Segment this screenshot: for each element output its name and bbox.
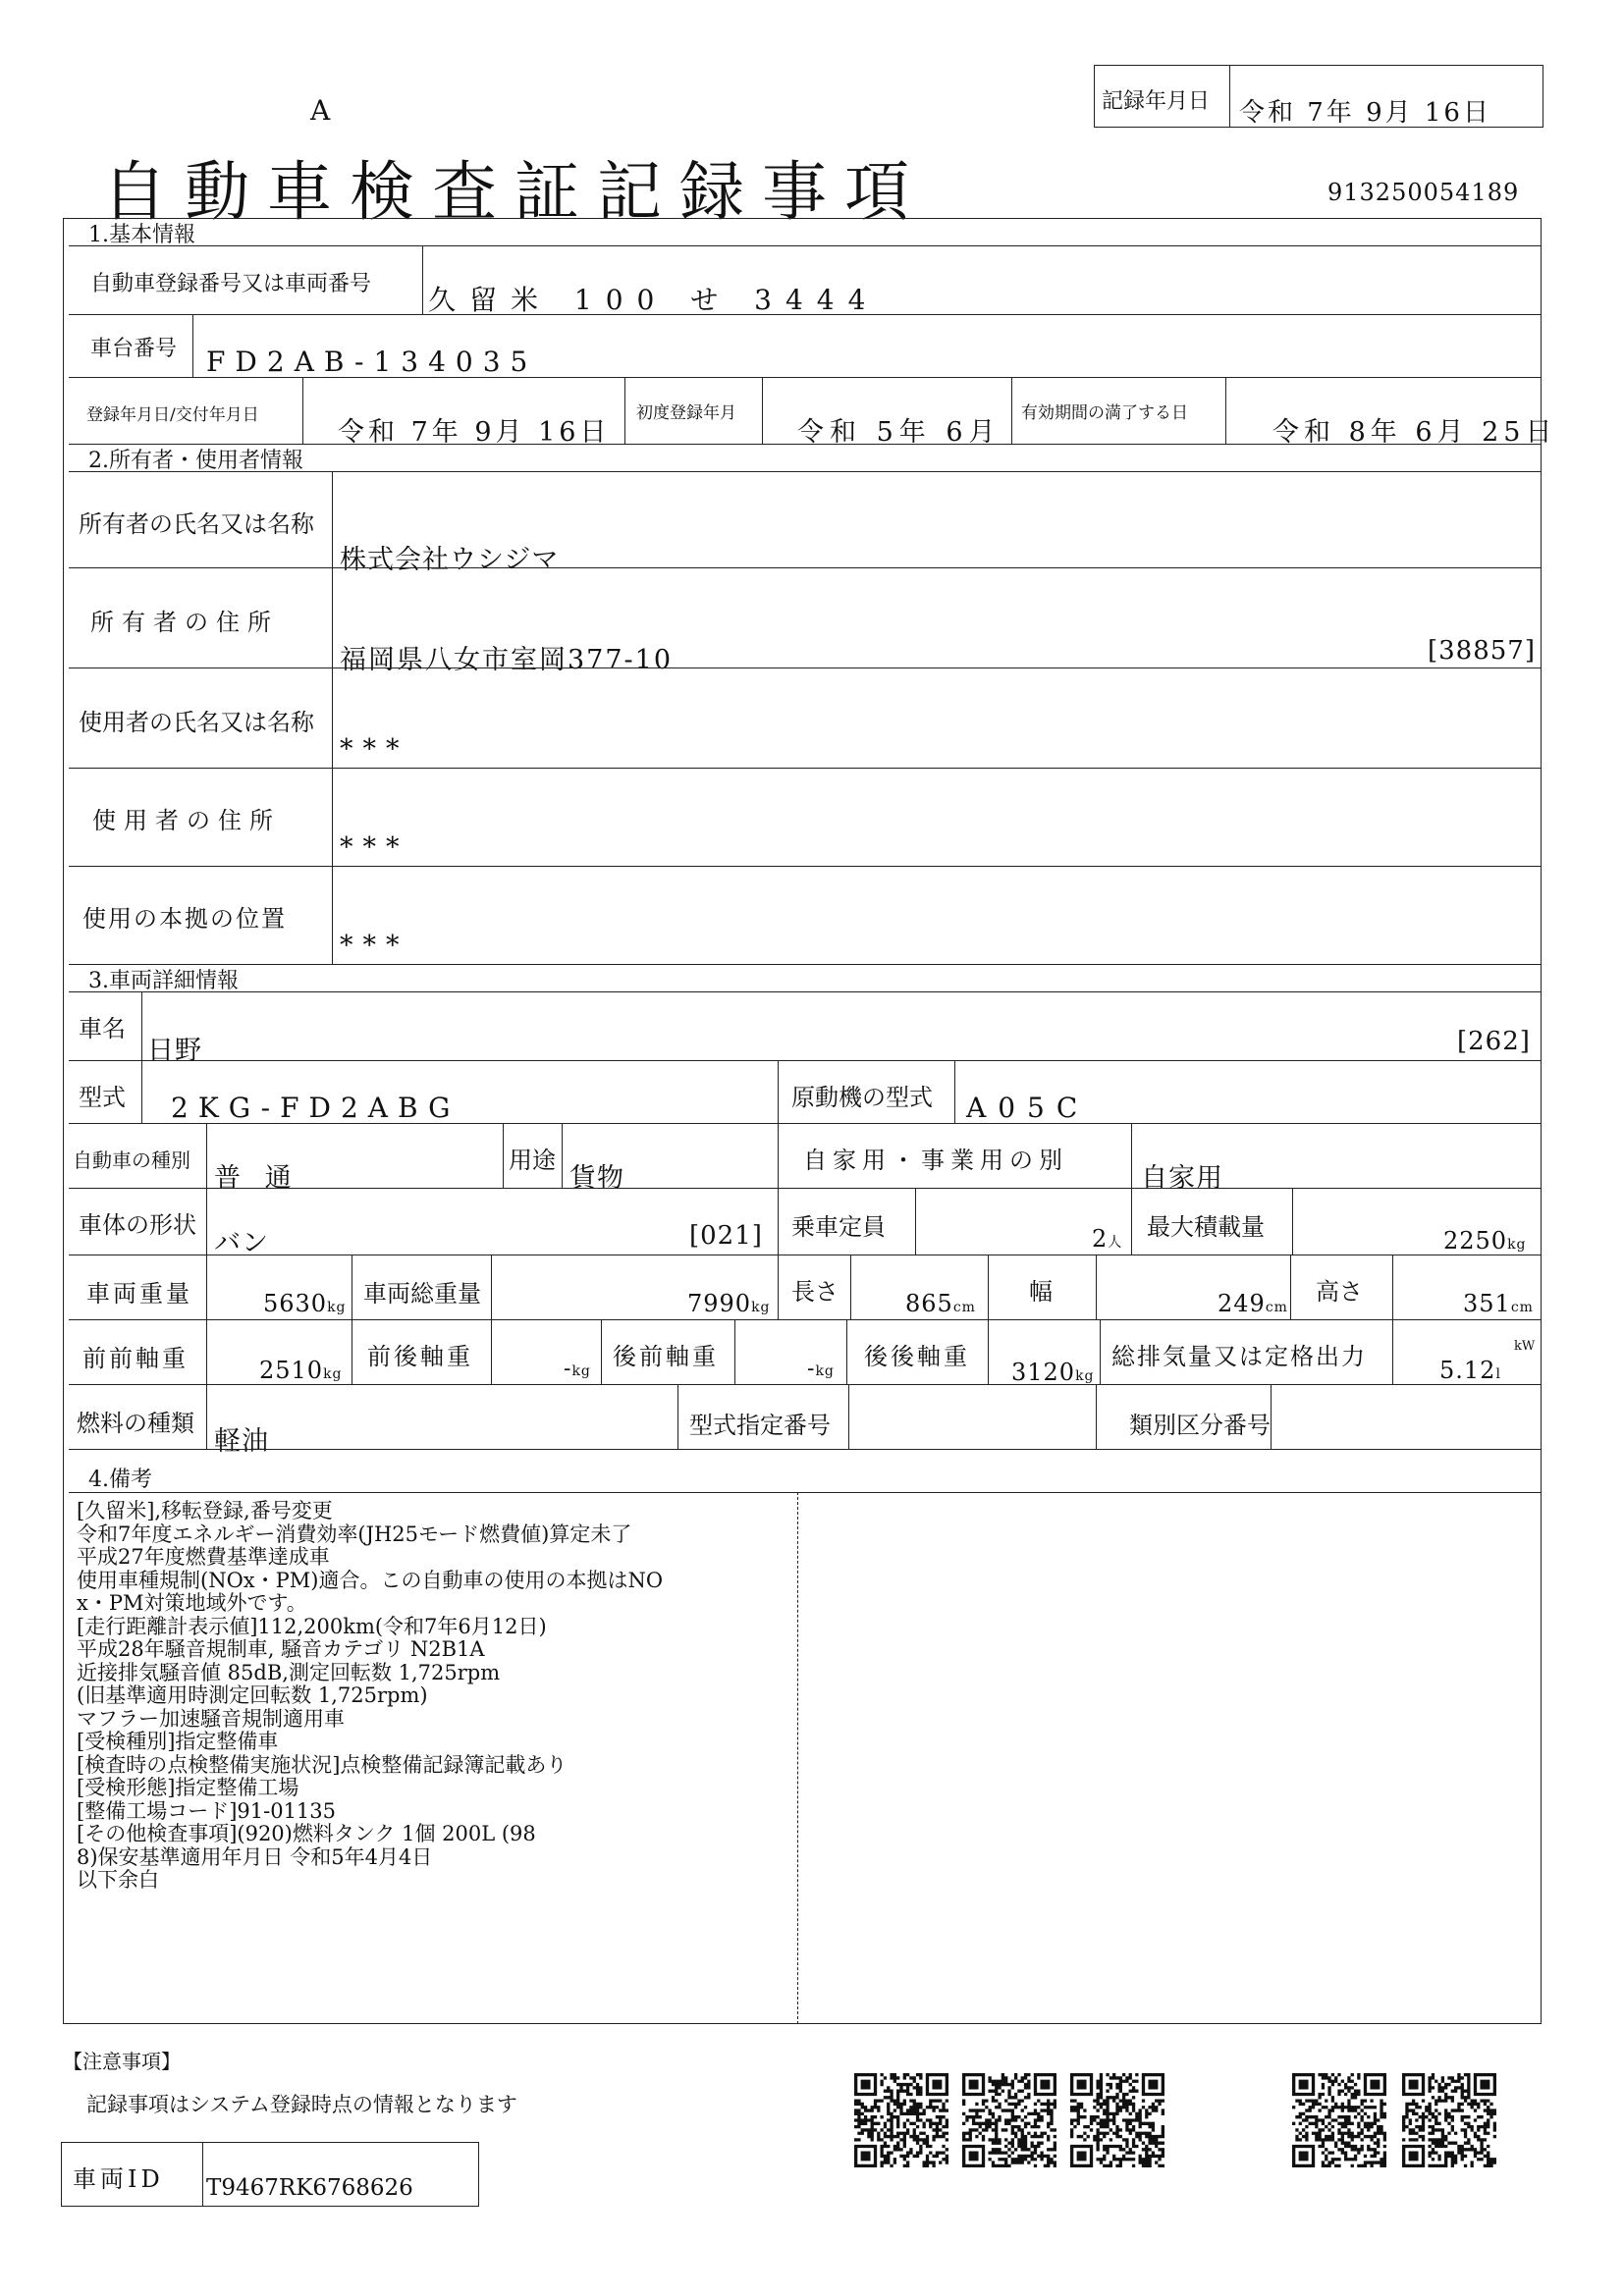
maker-value: 日野	[147, 1036, 202, 1066]
body-value: バン	[214, 1228, 269, 1258]
qr-code-2	[962, 2073, 1056, 2167]
qr-code-3	[1070, 2073, 1164, 2167]
max-load-value: 2250kg	[1443, 1227, 1527, 1255]
user-name-label: 使用者の氏名又は名称	[79, 709, 314, 736]
body-label: 車体の形状	[79, 1211, 196, 1239]
section-2-header: 2.所有者・使用者情報	[88, 449, 303, 473]
fuel-label: 燃料の種類	[77, 1410, 194, 1437]
fuel-value: 軽油	[214, 1426, 269, 1457]
private-value: 自家用	[1141, 1163, 1223, 1194]
base-location-value: ***	[340, 931, 409, 961]
first-reg-value: 令和 5年 6月	[797, 417, 1001, 448]
max-load-label: 最大積載量	[1147, 1213, 1265, 1241]
vehicle-id-value: T9467RK6768626	[206, 2175, 413, 2201]
user-addr-value: ***	[340, 832, 409, 863]
record-date-value: 令和 7年 9月 16日	[1239, 98, 1491, 128]
rf-axle-label: 後前軸重	[613, 1343, 719, 1370]
engine-label: 原動機の型式	[791, 1084, 933, 1111]
corner-mark: A	[310, 94, 331, 127]
chassis-value: FD2AB-134035	[206, 346, 538, 378]
notes-text: 記録事項はシステム登録時点の情報となります	[86, 2093, 517, 2116]
gross-value: 7990kg	[687, 1290, 771, 1317]
rr-axle-value: 3120kg	[1011, 1359, 1095, 1386]
displacement-value: 5.12l	[1439, 1357, 1501, 1384]
ff-axle-value: 2510kg	[259, 1357, 343, 1384]
ff-axle-label: 前前軸重	[82, 1345, 189, 1372]
maker-code: [262]	[1457, 1027, 1531, 1056]
vehicle-id-label: 車両ID	[73, 2165, 164, 2193]
expiry-label: 有効期間の満了する日	[1021, 403, 1188, 423]
capacity-label: 乗車定員	[791, 1213, 886, 1241]
width-value: 249cm	[1218, 1290, 1288, 1317]
qr-code-4	[1292, 2073, 1386, 2167]
rf-axle-value: -kg	[807, 1357, 835, 1381]
owner-addr-label: 所有者の住所	[90, 609, 279, 636]
owner-name-value: 株式会社ウシジマ	[340, 545, 560, 575]
chassis-label: 車台番号	[90, 337, 178, 361]
owner-name-label: 所有者の氏名又は名称	[79, 510, 314, 538]
notes-header: 【注意事項】	[63, 2050, 181, 2073]
document-number: 913250054189	[1327, 179, 1520, 206]
section-1-header: 1.基本情報	[88, 223, 195, 247]
record-date-label: 記録年月日	[1102, 89, 1211, 114]
capacity-value: 2人	[1092, 1225, 1123, 1253]
displacement-label: 総排気量又は定格出力	[1111, 1343, 1367, 1370]
kind-label: 自動車の種別	[73, 1148, 190, 1172]
qr-code-1	[854, 2073, 948, 2167]
owner-addr-code: [38857]	[1428, 636, 1536, 666]
user-name-value: ***	[340, 734, 409, 765]
reg-number-label: 自動車登録番号又は車両番号	[90, 272, 372, 296]
gross-label: 車両総重量	[363, 1280, 481, 1308]
engine-value: A05C	[966, 1092, 1090, 1124]
weight-label: 車両重量	[86, 1280, 192, 1308]
fr-axle-value: -kg	[564, 1357, 591, 1381]
section-4-header: 4.備考	[88, 1468, 152, 1492]
base-location-label: 使用の本拠の位置	[82, 905, 287, 933]
use-value: 貨物	[569, 1163, 624, 1194]
model-label: 型式	[79, 1084, 126, 1111]
user-addr-label: 使用者の住所	[92, 807, 281, 834]
class-no-label: 類別区分番号	[1129, 1412, 1271, 1439]
section-3-header: 3.車両詳細情報	[88, 969, 239, 993]
height-value: 351cm	[1463, 1290, 1534, 1317]
length-value: 865cm	[905, 1290, 976, 1317]
document-title: 自動車検査証記録事項	[102, 154, 927, 230]
reg-date-label: 登録年月日/交付年月日	[86, 405, 259, 425]
owner-addr-value: 福岡県八女市室岡377-10	[340, 645, 674, 675]
maker-label: 車名	[79, 1015, 126, 1042]
weight-value: 5630kg	[263, 1290, 347, 1317]
body-code: [021]	[689, 1221, 763, 1251]
use-label: 用途	[509, 1147, 556, 1174]
reg-number-value: 久留米 100 せ 3444	[428, 284, 880, 316]
unit-kw: kW	[1514, 1339, 1536, 1354]
rr-axle-label: 後後軸重	[864, 1343, 970, 1370]
reg-date-value: 令和 7年 9月 16日	[338, 417, 611, 448]
length-label: 長さ	[791, 1278, 839, 1306]
private-label: 自家用・事業用の別	[803, 1147, 1068, 1174]
qr-code-5	[1402, 2073, 1496, 2167]
model-value: 2KG-FD2ABG	[171, 1092, 460, 1124]
kind-value: 普 通	[214, 1163, 299, 1194]
height-label: 高さ	[1316, 1278, 1363, 1306]
first-reg-label: 初度登録年月	[636, 403, 736, 423]
expiry-value: 令和 8年 6月 25日	[1272, 417, 1557, 448]
fr-axle-label: 前後軸重	[367, 1343, 473, 1370]
width-label: 幅	[1029, 1278, 1053, 1306]
type-no-label: 型式指定番号	[689, 1412, 831, 1439]
remarks-text: [久留米],移転登録,番号変更 令和7年度エネルギー消費効率(JH25モード燃費値)算定未了 平成27年度燃費基準達成車 使用車種規制(NOx・PM)適合。この自動車の使用の本拠はNO x・PM対策地域外です。 [走行距離計表示値]112,200km(令和7年6月12日) 平成28年騒音規制車, 騒音カテゴリ N2B1A 近接排気騒音値 85dB,測定回転数 1,725rpm (旧基準適用時測定回転数 1,725rpm) マフラー加速騒音規制適用車 [受検種別]指定整備車 [検査時の点検整備実施状況]点検整備記録簿記載あり [受検形態]指定整備工場 [整備工場コード]91-01135 [その他検査事項](920)燃料タンク 1個 200L (98 8)保安基準適用年月日 令和5年4月4日 以下余白	[77, 1499, 664, 1892]
